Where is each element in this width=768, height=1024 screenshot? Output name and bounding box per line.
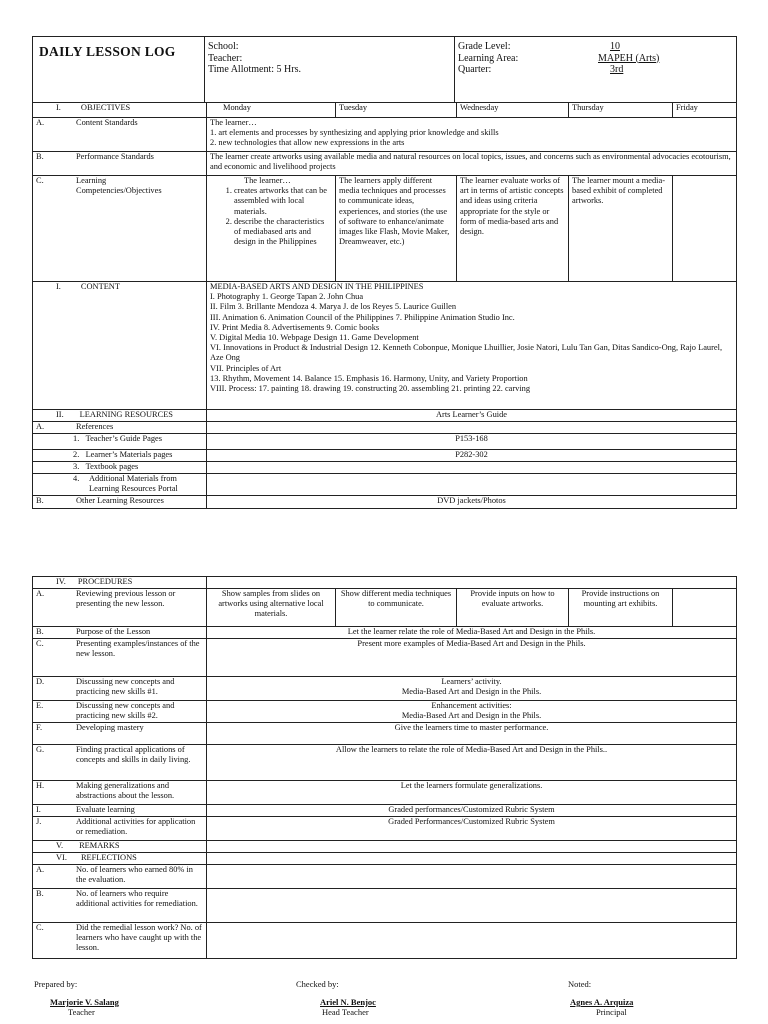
- checked-label: Checked by:: [296, 979, 339, 989]
- procedure-j-value: Graded Performances/Customized Rubric System: [207, 817, 737, 841]
- area-value: MAPEH (Arts): [598, 52, 660, 64]
- reflection-b-label: B. No. of learners who require additional activities for remediation.: [33, 889, 207, 923]
- procedure-j-row: [33, 817, 737, 841]
- references-row: [33, 422, 737, 434]
- procedure-i-value: Graded performances/Customized Rubric System: [207, 805, 737, 817]
- procedure-h-value: Let the learners formulate generalizations.: [207, 781, 737, 805]
- remarks-heading: V. REMARKS: [33, 841, 207, 853]
- content-heading: I. CONTENT: [33, 282, 207, 410]
- competency-item: 2. describe the characteristics of mediabased arts and design in the Philippines: [234, 217, 332, 248]
- remarks-row: [33, 841, 737, 853]
- prepared-name: Marjorie V. Salang: [50, 997, 119, 1007]
- reflection-b-row: [33, 889, 737, 923]
- procedure-d-label: D. Discussing new concepts and practicing new skills #1.: [33, 677, 207, 701]
- day-thursday: Thursday: [569, 103, 673, 118]
- lesson-table-top: [32, 102, 737, 509]
- teachers-guide-label: 1. Teacher’s Guide Pages: [33, 434, 207, 450]
- resources-value: Arts Learner’s Guide: [207, 410, 737, 422]
- quarter-label: Quarter:: [458, 64, 492, 75]
- noted-by: [568, 979, 633, 1017]
- competencies-row: [33, 176, 737, 282]
- competency-item: 1. creates artworks that can be assembled with local materials.: [234, 186, 332, 217]
- procedure-i-label: I. Evaluate learning: [33, 805, 207, 817]
- day-monday: Monday: [207, 103, 336, 118]
- grade-value: 10: [610, 41, 620, 52]
- content-text: MEDIA-BASED ARTS AND DESIGN IN THE PHILIPPINES I. Photography 1. George Tapan 2. John Chua II. Film 3. Brillante Mendoza 4. Marya J. de los Reyes 5. Laurice Guillen III. Animation 6. Animation Council of the Philippines 7. Philippine Animation Studio Inc. IV. Print Media 8. Advertisements 9. Comic books V. Digital Media 10. Webpage Design 11. Game Development VI. Innovations in Product & Industrial Design 12. Kenneth Cobonpue, Monique Lhuillier, Josie Natori, Lulu Tan Gan, Ditas Sandico-Ong, Rajo Laurel, Aze Ong VII. Principles of Art 13. Rhythm, Movement 14. Balance 15. Emphasis 16. Harmony, Unity, and Variety Proportion VIII. Process: 17. painting 18. drawing 19. constructing 20. assembling 21. printing 22. carving: [207, 282, 737, 410]
- reflections-row: [33, 853, 737, 865]
- school-info: [205, 37, 455, 103]
- procedure-c-row: [33, 639, 737, 677]
- day-tuesday: Tuesday: [336, 103, 457, 118]
- performance-standards-label: B. Performance Standards: [33, 152, 207, 176]
- additional-materials-row: [33, 474, 737, 496]
- procedure-g-label: G. Finding practical applications of concepts and skills in daily living.: [33, 745, 207, 781]
- additional-materials-label: 4. Additional Materials from Learning Resources Portal: [33, 474, 207, 496]
- grade-info: [455, 37, 737, 103]
- procedure-a-thursday: Provide instructions on mounting art exhibits.: [569, 589, 673, 627]
- learners-materials-row: [33, 450, 737, 462]
- objectives-header-row: [33, 103, 737, 118]
- procedure-a-tuesday: Show different media techniques to communicate.: [336, 589, 457, 627]
- school-label: School:: [208, 41, 239, 52]
- resources-heading: II. LEARNING RESOURCES: [33, 410, 207, 422]
- performance-standards-text: The learner create artworks using available media and natural resources on local topics, issues, and concerns such as environmental advocacies ecotourism, and economic and livelihood projects: [207, 152, 737, 176]
- procedure-b-label: B. Purpose of the Lesson: [33, 627, 207, 639]
- procedure-h-row: [33, 781, 737, 805]
- objectives-heading: I. OBJECTIVES: [33, 103, 207, 118]
- resources-row: [33, 410, 737, 422]
- procedure-a-friday: [673, 589, 737, 627]
- checked-role: Head Teacher: [322, 1007, 369, 1017]
- procedure-b-value: Let the learner relate the role of Media-Based Art and Design in the Phils.: [207, 627, 737, 639]
- content-standards-row: [33, 118, 737, 152]
- grade-label: Grade Level:: [458, 41, 511, 52]
- teachers-guide-value: P153-168: [207, 434, 737, 450]
- learners-materials-value: P282-302: [207, 450, 737, 462]
- checked-by: [296, 979, 376, 1017]
- performance-standards-row: [33, 152, 737, 176]
- procedure-f-label: F. Developing mastery: [33, 723, 207, 745]
- teachers-guide-row: [33, 434, 737, 450]
- teacher-label: Teacher:: [208, 52, 243, 64]
- reflections-heading: VI. REFLECTIONS: [33, 853, 207, 865]
- procedure-j-label: J. Additional activities for application or remediation.: [33, 817, 207, 841]
- lesson-table-bottom: [32, 576, 737, 959]
- textbook-row: [33, 462, 737, 474]
- header-table: [32, 36, 737, 103]
- competencies-label: C. Learning Competencies/Objectives: [33, 176, 207, 282]
- procedure-c-value: Present more examples of Media-Based Art and Design in the Phils.: [207, 639, 737, 677]
- reflection-c-label: C. Did the remedial lesson work? No. of learners who have caught up with the lesson.: [33, 923, 207, 959]
- content-standards-label: A. Content Standards: [33, 118, 207, 152]
- day-wednesday: Wednesday: [457, 103, 569, 118]
- textbook-value: [207, 462, 737, 474]
- prepared-by: [34, 979, 119, 1017]
- procedure-e-label: E. Discussing new concepts and practicing new skills #2.: [33, 701, 207, 723]
- competencies-monday: The learner… 1. creates artworks that can be assembled with local materials. 2. describe the characteristics of mediabased arts and design in the Philippines: [207, 176, 336, 282]
- procedure-a-row: [33, 589, 737, 627]
- prepared-label: Prepared by:: [34, 979, 78, 989]
- other-resources-value: DVD jackets/Photos: [207, 496, 737, 509]
- procedure-i-row: [33, 805, 737, 817]
- competencies-wednesday: The learner evaluate works of art in terms of artistic concepts and ideas using criteria appropriate for the style or form of media-based arts and design.: [457, 176, 569, 282]
- reflection-a-label: A. No. of learners who earned 80% in the evaluation.: [33, 865, 207, 889]
- other-resources-label: B. Other Learning Resources: [33, 496, 207, 509]
- competencies-thursday: The learner mount a media-based exhibit of completed artworks.: [569, 176, 673, 282]
- competencies-tuesday: The learners apply different media techniques and processes to communicate ideas, experiences, and stories (the use of software to enhance/animate images like Flash, Movie Maker, Dreamweaver, etc.): [336, 176, 457, 282]
- time-allotment: Time Allotment: 5 Hrs.: [208, 64, 301, 75]
- procedure-f-value: Give the learners time to master performance.: [207, 723, 737, 745]
- procedure-e-value: Enhancement activities: Media-Based Art and Design in the Phils.: [207, 701, 737, 723]
- procedure-d-row: [33, 677, 737, 701]
- procedure-g-value: Allow the learners to relate the role of Media-Based Art and Design in the Phils..: [207, 745, 737, 781]
- additional-materials-value: [207, 474, 737, 496]
- reflection-c-row: [33, 923, 737, 959]
- procedures-header-row: [33, 577, 737, 589]
- noted-name: Agnes A. Arquiza: [570, 997, 634, 1007]
- quarter-value: 3rd: [610, 64, 624, 75]
- procedure-g-row: [33, 745, 737, 781]
- procedure-a-monday: Show samples from slides on artworks using alternative local materials.: [207, 589, 336, 627]
- checked-name: Ariel N. Benjoc: [320, 997, 376, 1007]
- procedures-heading: IV. PROCEDURES: [33, 577, 207, 589]
- content-row: [33, 282, 737, 410]
- day-friday: Friday: [673, 103, 737, 118]
- procedure-f-row: [33, 723, 737, 745]
- procedure-d-value: Learners’ activity. Media-Based Art and Design in the Phils.: [207, 677, 737, 701]
- reflection-a-row: [33, 865, 737, 889]
- procedure-h-label: H. Making generalizations and abstractions about the lesson.: [33, 781, 207, 805]
- area-label: Learning Area:: [458, 52, 519, 64]
- learners-materials-label: 2. Learner’s Materials pages: [33, 450, 207, 462]
- other-resources-row: [33, 496, 737, 509]
- competencies-friday: [673, 176, 737, 282]
- noted-label: Noted:: [568, 979, 592, 989]
- procedure-a-wednesday: Provide inputs on how to evaluate artworks.: [457, 589, 569, 627]
- document-title: DAILY LESSON LOG: [33, 37, 205, 103]
- references-label: A. References: [33, 422, 207, 434]
- procedure-c-label: C. Presenting examples/instances of the new lesson.: [33, 639, 207, 677]
- noted-role: Principal: [596, 1007, 627, 1017]
- procedure-b-row: [33, 627, 737, 639]
- textbook-label: 3. Textbook pages: [33, 462, 207, 474]
- prepared-role: Teacher: [68, 1007, 95, 1017]
- procedure-a-label: A. Reviewing previous lesson or presenting the new lesson.: [33, 589, 207, 627]
- content-standards-text: The learner… 1. art elements and processes by synthesizing and applying prior knowledge and skills 2. new technologies that allow new expressions in the arts: [207, 118, 737, 152]
- procedure-e-row: [33, 701, 737, 723]
